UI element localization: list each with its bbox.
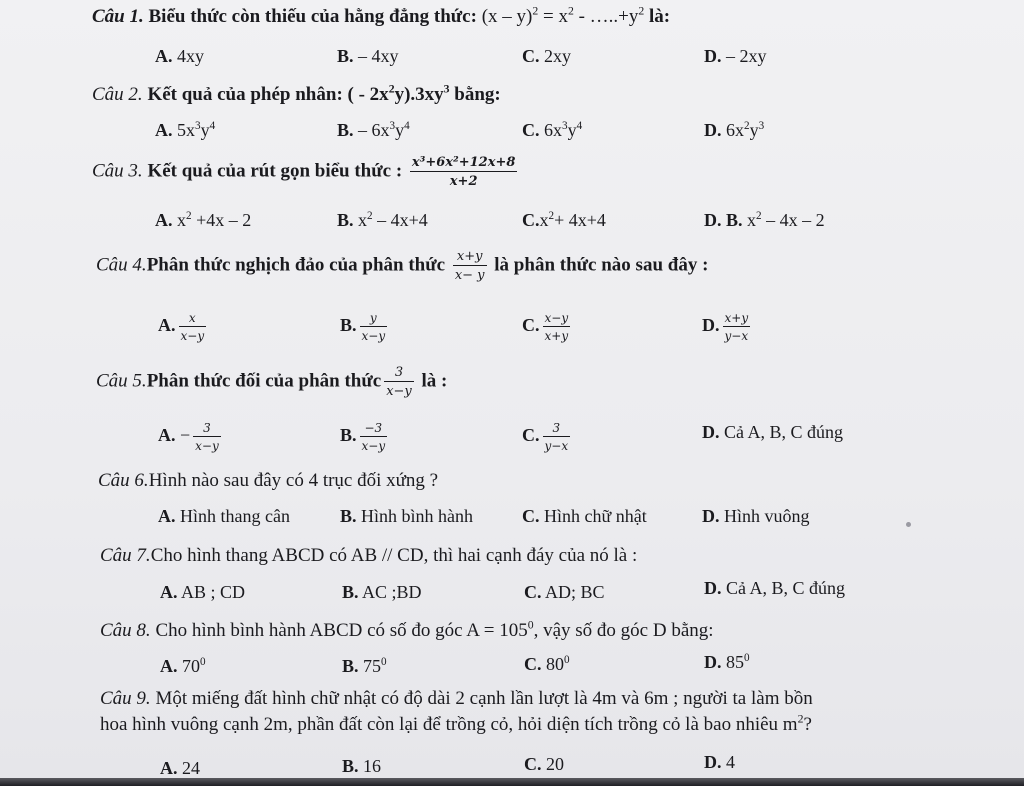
question-label: Câu 5. [96, 370, 147, 392]
option-a: A. AB ; CD [160, 582, 246, 602]
option-b: B. $\frac{y}{x-y}$ [340, 311, 386, 343]
question-2 [92, 84, 501, 106]
option-c: C. 20 [524, 754, 564, 774]
question-9 [100, 688, 813, 710]
question-8 [100, 620, 714, 642]
option-b: B. $x^2 - 4x+4$ [337, 210, 428, 230]
option-b: B. AC ;BD [342, 582, 422, 602]
option-c: C. $\frac{x-y}{x+y}$ [522, 311, 569, 343]
question-label: Câu 2. [92, 84, 143, 105]
option-d: D. $6x^2y^3$ [704, 120, 765, 140]
question-label: Câu 4. [96, 254, 147, 276]
question-3 [92, 156, 520, 188]
option-d: D. $85^0$ [704, 652, 750, 672]
option-c: C. $6x^3y^4$ [522, 120, 583, 140]
question-4 [96, 250, 708, 282]
option-a: A. Hình thang cân [158, 506, 290, 526]
question-7 [100, 545, 637, 567]
option-b: B. – $6x^3y^4$ [337, 120, 410, 140]
question-label: Câu 3. [92, 160, 143, 182]
option-c: C. Hình chữ nhật [522, 506, 647, 526]
question-5 [96, 366, 447, 398]
question-9-line-2 [100, 714, 812, 736]
option-b: B. 16 [342, 756, 382, 776]
question-text: Biểu thức còn thiếu của hằng đẳng thức: [148, 6, 477, 27]
question-label: Câu 1. [92, 6, 144, 27]
question-text-line-1: Một miếng đất hình chữ nhật có độ dài 2 cạnh lần lượt là 4m và 6m ; người ta làm bồn [155, 688, 813, 709]
question-text-line-2: hoa hình vuông cạnh 2m, phần đất còn lại để trồng cỏ, hỏi diện tích trồng cỏ là bao nhiêu $m^2$? [100, 712, 812, 735]
option-c: C. 2xy [522, 46, 571, 66]
question-tail: là : [421, 370, 448, 392]
option-a: A. − $\frac{3}{x-y}$ [158, 421, 219, 453]
fraction: $\frac{x+y}{y-x}$ [724, 311, 749, 343]
option-d: D. B. $x^2 - 4x - 2$ [704, 210, 825, 230]
option-a: A. $70^0$ [160, 656, 206, 676]
option-c: C. $\frac{3}{y-x}$ [522, 421, 569, 453]
question-tail: là phân thức nào sau đây : [494, 254, 709, 276]
fraction: $\frac{3}{y-x}$ [544, 421, 569, 453]
fraction: $\frac{3}{x-y}$ [195, 421, 219, 453]
monitor-bezel [0, 778, 1024, 786]
fraction: $\frac{x+y}{x- y}$ [454, 249, 485, 283]
question-text: Kết quả của phép nhân: ( - $2x^2y).3xy^3$ bằng: [147, 82, 501, 105]
question-6 [98, 470, 438, 492]
question-text: Hình nào sau đây có 4 trục đối xứng ? [148, 470, 439, 491]
screen-speck [906, 522, 911, 527]
option-a: A. 4xy [155, 46, 204, 66]
option-d: D. Cả A, B, C đúng [702, 422, 844, 442]
option-a: A. $\frac{x}{x-y}$ [158, 311, 205, 343]
option-c: C. AD; BC [524, 582, 605, 602]
question-text: Cho hình bình hành ABCD có số đo góc $A = 105^0$, vậy số đo góc D bằng: [155, 618, 714, 641]
fraction: $\frac{3}{x-y}$ [386, 365, 412, 399]
option-b: B. $\frac{-3}{x-y}$ [340, 421, 386, 453]
option-d: D. 4 [704, 752, 735, 772]
fraction: $\frac{x}{x-y}$ [180, 311, 205, 343]
option-d: D. Cả A, B, C đúng [704, 578, 846, 598]
option-a: A. 24 [160, 758, 200, 778]
option-c: $C.x^2+ 4x+4$ [522, 210, 606, 230]
option-a: A. $x^2 +4x - 2$ [155, 210, 252, 230]
option-b: B. – 4xy [337, 46, 399, 66]
question-text: Cho hình thang ABCD có AB // CD, thì hai cạnh đáy của nó là : [150, 545, 638, 566]
option-d: D. – 2xy [704, 46, 767, 66]
option-d: D. Hình vuông [702, 506, 810, 526]
question-1 [92, 6, 670, 28]
option-c: C. $80^0$ [524, 654, 570, 674]
fraction: $\frac{\text{x³+6x²+12x+8}}{x+2}$ [411, 155, 516, 189]
fraction: $\frac{-3}{x-y}$ [361, 421, 386, 453]
question-text: Phân thức đối của phân thức [146, 370, 382, 392]
question-label: Câu 7. [100, 545, 151, 566]
formula: $(x - y)^2 = x^2$ - $\dots..+y^2$ là: [481, 4, 671, 27]
fraction: $\frac{y}{x-y}$ [361, 311, 386, 343]
question-label: Câu 8. [100, 620, 151, 641]
option-b: B. Hình bình hành [340, 506, 474, 526]
question-label: Câu 9. [100, 688, 151, 709]
question-text: Kết quả của rút gọn biểu thức : [147, 160, 403, 182]
option-a: A. $5x^3y^4$ [155, 120, 216, 140]
question-label: Câu 6. [98, 470, 149, 491]
option-d: D. $\frac{x+y}{y-x}$ [702, 311, 749, 343]
fraction: $\frac{x-y}{x+y}$ [544, 311, 569, 343]
option-b: B. $75^0$ [342, 656, 387, 676]
question-text: Phân thức nghịch đảo của phân thức [146, 254, 446, 276]
